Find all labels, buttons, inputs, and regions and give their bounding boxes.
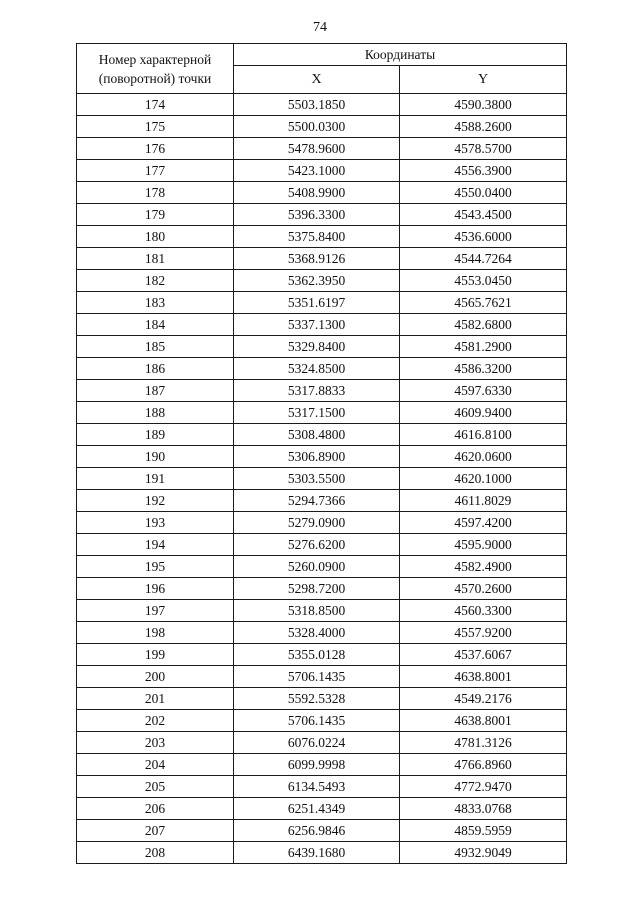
point-number-header-line1: Номер характерной — [98, 51, 212, 67]
point-number-cell: 197 — [77, 600, 234, 622]
table-row — [77, 600, 567, 622]
point-number-cell: 192 — [77, 490, 234, 512]
point-number-cell: 195 — [77, 556, 234, 578]
table-row — [77, 534, 567, 556]
x-coordinate-cell: 5503.1850 — [234, 94, 400, 116]
x-coordinate-cell: 5303.5500 — [234, 468, 400, 490]
table-row — [77, 336, 567, 358]
point-number-cell: 196 — [77, 578, 234, 600]
point-number-cell: 188 — [77, 402, 234, 424]
x-coordinate-cell: 5317.8833 — [234, 380, 400, 402]
point-number-cell: 190 — [77, 446, 234, 468]
point-number-cell: 193 — [77, 512, 234, 534]
table-row — [77, 820, 567, 842]
y-coordinate-cell: 4543.4500 — [400, 204, 567, 226]
point-number-cell: 201 — [77, 688, 234, 710]
table-row — [77, 424, 567, 446]
y-coordinate-cell: 4611.8029 — [400, 490, 567, 512]
point-number-cell: 184 — [77, 314, 234, 336]
point-number-header — [77, 44, 234, 94]
x-coordinate-cell: 5706.1435 — [234, 666, 400, 688]
point-number-cell: 175 — [77, 116, 234, 138]
point-number-cell: 194 — [77, 534, 234, 556]
x-coordinate-cell: 5368.9126 — [234, 248, 400, 270]
point-number-cell: 185 — [77, 336, 234, 358]
x-coordinate-cell: 5317.1500 — [234, 402, 400, 424]
point-number-cell: 199 — [77, 644, 234, 666]
table-row — [77, 644, 567, 666]
y-coordinate-cell: 4638.8001 — [400, 666, 567, 688]
y-coordinate-cell: 4586.3200 — [400, 358, 567, 380]
x-coordinate-cell: 5355.0128 — [234, 644, 400, 666]
x-coordinate-cell: 6076.0224 — [234, 732, 400, 754]
x-coordinate-cell: 5324.8500 — [234, 358, 400, 380]
y-coordinate-cell: 4597.4200 — [400, 512, 567, 534]
y-coordinate-cell: 4560.3300 — [400, 600, 567, 622]
point-number-header-line2: (поворотной) точки — [98, 70, 212, 86]
point-number-cell: 205 — [77, 776, 234, 798]
y-coordinate-cell: 4557.9200 — [400, 622, 567, 644]
x-coordinate-cell: 5337.1300 — [234, 314, 400, 336]
table-row — [77, 248, 567, 270]
x-coordinate-cell: 5396.3300 — [234, 204, 400, 226]
x-coordinate-cell: 5318.8500 — [234, 600, 400, 622]
table-row — [77, 446, 567, 468]
x-coordinate-cell: 6439.1680 — [234, 842, 400, 864]
table-row — [77, 226, 567, 248]
point-number-cell: 181 — [77, 248, 234, 270]
x-coordinate-cell: 6256.9846 — [234, 820, 400, 842]
y-coordinate-cell: 4859.5959 — [400, 820, 567, 842]
x-coordinate-cell: 5706.1435 — [234, 710, 400, 732]
point-number-cell: 191 — [77, 468, 234, 490]
point-number-cell: 180 — [77, 226, 234, 248]
point-number-cell: 187 — [77, 380, 234, 402]
y-coordinate-cell: 4638.8001 — [400, 710, 567, 732]
y-coordinate-cell: 4544.7264 — [400, 248, 567, 270]
y-coordinate-cell: 4570.2600 — [400, 578, 567, 600]
y-coordinate-cell: 4581.2900 — [400, 336, 567, 358]
table-row — [77, 468, 567, 490]
x-coordinate-cell: 5294.7366 — [234, 490, 400, 512]
y-coordinate-cell: 4833.0768 — [400, 798, 567, 820]
point-number-cell: 208 — [77, 842, 234, 864]
table-row — [77, 138, 567, 160]
point-number-cell: 189 — [77, 424, 234, 446]
x-coordinate-cell: 5279.0900 — [234, 512, 400, 534]
table-body — [77, 94, 567, 864]
table-row — [77, 842, 567, 864]
y-coordinate-cell: 4620.1000 — [400, 468, 567, 490]
y-coordinate-cell: 4553.0450 — [400, 270, 567, 292]
y-coordinate-cell: 4536.6000 — [400, 226, 567, 248]
x-coordinate-cell: 6099.9998 — [234, 754, 400, 776]
y-coordinate-cell: 4616.8100 — [400, 424, 567, 446]
table-row — [77, 512, 567, 534]
table-row — [77, 204, 567, 226]
point-number-cell: 202 — [77, 710, 234, 732]
point-number-cell: 203 — [77, 732, 234, 754]
y-coordinate-cell: 4781.3126 — [400, 732, 567, 754]
table-header — [77, 44, 567, 94]
y-coordinate-cell: 4582.6800 — [400, 314, 567, 336]
point-number-cell: 179 — [77, 204, 234, 226]
table-row — [77, 358, 567, 380]
point-number-cell: 186 — [77, 358, 234, 380]
point-number-cell: 177 — [77, 160, 234, 182]
table-row — [77, 292, 567, 314]
x-coordinate-cell: 6134.5493 — [234, 776, 400, 798]
y-coordinate-cell: 4595.9000 — [400, 534, 567, 556]
page-number: 74 — [313, 20, 327, 35]
x-coordinate-cell: 5375.8400 — [234, 226, 400, 248]
y-coordinate-cell: 4565.7621 — [400, 292, 567, 314]
coordinates-table — [76, 43, 567, 864]
x-coordinate-cell: 5260.0900 — [234, 556, 400, 578]
x-coordinate-cell: 5298.7200 — [234, 578, 400, 600]
table-row — [77, 688, 567, 710]
y-coordinate-cell: 4620.0600 — [400, 446, 567, 468]
x-coordinate-cell: 5592.5328 — [234, 688, 400, 710]
coordinates-header: Координаты — [234, 44, 567, 66]
table-row — [77, 754, 567, 776]
y-coordinate-cell: 4556.3900 — [400, 160, 567, 182]
table-row — [77, 116, 567, 138]
table-row — [77, 270, 567, 292]
point-number-cell: 174 — [77, 94, 234, 116]
x-coordinate-cell: 6251.4349 — [234, 798, 400, 820]
table-row — [77, 94, 567, 116]
y-coordinate-cell: 4582.4900 — [400, 556, 567, 578]
table-row — [77, 776, 567, 798]
y-coordinate-cell: 4537.6067 — [400, 644, 567, 666]
x-coordinate-cell: 5478.9600 — [234, 138, 400, 160]
table-row — [77, 160, 567, 182]
x-coordinate-cell: 5408.9900 — [234, 182, 400, 204]
x-column-header: X — [234, 66, 400, 94]
y-coordinate-cell: 4609.9400 — [400, 402, 567, 424]
table-row — [77, 380, 567, 402]
table-row — [77, 798, 567, 820]
y-coordinate-cell: 4766.8960 — [400, 754, 567, 776]
table-row — [77, 732, 567, 754]
y-column-header: Y — [400, 66, 567, 94]
point-number-cell: 206 — [77, 798, 234, 820]
table-row — [77, 402, 567, 424]
point-number-cell: 182 — [77, 270, 234, 292]
point-number-cell: 176 — [77, 138, 234, 160]
table-row — [77, 666, 567, 688]
table-row — [77, 182, 567, 204]
y-coordinate-cell: 4932.9049 — [400, 842, 567, 864]
x-coordinate-cell: 5306.8900 — [234, 446, 400, 468]
y-coordinate-cell: 4578.5700 — [400, 138, 567, 160]
y-coordinate-cell: 4590.3800 — [400, 94, 567, 116]
point-number-cell: 178 — [77, 182, 234, 204]
y-coordinate-cell: 4588.2600 — [400, 116, 567, 138]
y-coordinate-cell: 4549.2176 — [400, 688, 567, 710]
x-coordinate-cell: 5423.1000 — [234, 160, 400, 182]
x-coordinate-cell: 5328.4000 — [234, 622, 400, 644]
table-row — [77, 622, 567, 644]
table-row — [77, 578, 567, 600]
y-coordinate-cell: 4597.6330 — [400, 380, 567, 402]
table-row — [77, 314, 567, 336]
x-coordinate-cell: 5351.6197 — [234, 292, 400, 314]
table-row — [77, 490, 567, 512]
x-coordinate-cell: 5329.8400 — [234, 336, 400, 358]
table-row — [77, 556, 567, 578]
y-coordinate-cell: 4772.9470 — [400, 776, 567, 798]
x-coordinate-cell: 5362.3950 — [234, 270, 400, 292]
table-row — [77, 710, 567, 732]
x-coordinate-cell: 5308.4800 — [234, 424, 400, 446]
point-number-cell: 200 — [77, 666, 234, 688]
y-coordinate-cell: 4550.0400 — [400, 182, 567, 204]
point-number-cell: 204 — [77, 754, 234, 776]
x-coordinate-cell: 5276.6200 — [234, 534, 400, 556]
point-number-cell: 207 — [77, 820, 234, 842]
x-coordinate-cell: 5500.0300 — [234, 116, 400, 138]
point-number-cell: 183 — [77, 292, 234, 314]
point-number-cell: 198 — [77, 622, 234, 644]
